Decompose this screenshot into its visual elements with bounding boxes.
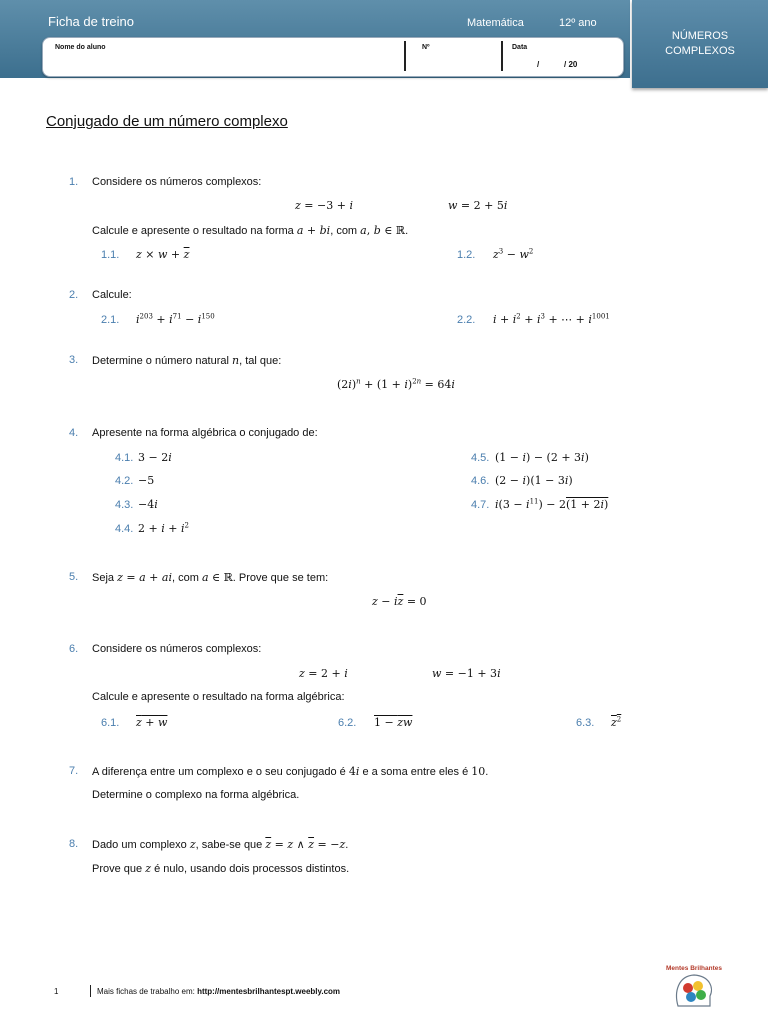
text-part: A diferença entre um complexo e o seu conjugado é (92, 766, 346, 778)
math-expression: $z^3 - w^2$ (493, 247, 534, 261)
text-part: Calcule e apresente o resultado na forma (92, 225, 294, 237)
gear-green (696, 990, 706, 1000)
head-silhouette (677, 975, 712, 1006)
question-number: 6. (69, 643, 79, 655)
math-inline: 10 (471, 765, 486, 778)
date-year: / 20 (564, 60, 578, 69)
math-expression: 1 − zw (374, 716, 413, 729)
subquestion-number: 6.1. (101, 717, 120, 729)
question-text: Considere os números complexos: (92, 176, 262, 188)
math-inline: n (232, 354, 240, 367)
subquestion-number: 6.2. (338, 717, 357, 729)
subject-label: Matemática (467, 17, 524, 29)
topic-line-2: COMPLEXOS (665, 45, 735, 57)
question-text: Apresente na forma algébrica o conjugado de: (92, 427, 318, 439)
math-inline: z = a + ai (117, 571, 172, 584)
text-part: . (345, 839, 349, 851)
page-number: 1 (54, 987, 59, 996)
date-label: Data (512, 44, 528, 51)
question-text: Calcule: (92, 289, 132, 301)
mentes-brilhantes-logo (664, 962, 724, 1012)
number-label: Nº (422, 44, 430, 51)
text-part: , com (330, 225, 358, 237)
text-part: e a soma entre eles é (362, 766, 469, 778)
question-number: 8. (69, 838, 79, 850)
math-inline: $\overline{z} = z$ ∧ $\overline{z} = -z$ (265, 838, 346, 851)
logo-text: Mentes Brilhantes (666, 965, 722, 972)
topic-box (632, 0, 768, 88)
form-divider (501, 41, 503, 71)
math-expression: $i^{203} + i^{71} - i^{150}$ (136, 312, 215, 326)
math-expression: $i(3 - i^{11}) - 2(1 + 2i)$ (495, 497, 609, 511)
math-expression: (1 − i) − (2 + 3i) (495, 451, 589, 464)
math-expression: $2 + i + i^2$ (138, 521, 189, 535)
math-expression: z = −3 + i (295, 199, 353, 212)
question-text (92, 571, 328, 584)
math-expression: 3 − 2i (138, 451, 172, 464)
math-expression: −4i (138, 498, 158, 511)
question-text (92, 224, 408, 237)
question-text (92, 838, 348, 851)
question-text (92, 765, 488, 778)
math-inline: z (145, 862, 152, 875)
math-expression: −5 (138, 474, 155, 487)
text-part: Prove que (92, 863, 143, 875)
text-part: Determine o número natural (92, 355, 229, 367)
gear-yellow (693, 981, 703, 991)
footer-divider (90, 985, 91, 997)
math-expression: $z - i\overline{z} = 0$ (372, 595, 427, 608)
question-number: 1. (69, 176, 79, 188)
text-part: , tal que: (239, 355, 282, 367)
student-form (42, 37, 624, 77)
subquestion-number: 2.2. (457, 314, 476, 326)
gear-blue (686, 992, 696, 1002)
text-part: é nulo, usando dois processos distintos. (154, 863, 350, 875)
text-part: . Prove que se tem: (232, 572, 329, 584)
math-expression: w = −1 + 3i (432, 667, 501, 680)
section-title: Conjugado de um número complexo (46, 113, 288, 130)
name-label: Nome do aluno (55, 44, 106, 51)
question-text (92, 862, 349, 875)
topic-line-1: NÚMEROS (671, 30, 729, 42)
subquestion-number: 1.2. (457, 249, 476, 261)
math-inline: a ∈ ℝ (201, 571, 233, 584)
subquestion-number: 1.1. (101, 249, 120, 261)
subquestion-number: 4.3. (115, 499, 134, 511)
question-number: 2. (69, 289, 79, 301)
subquestion-number: 2.1. (101, 314, 120, 326)
math-expression: (2 − i)(1 − 3i) (495, 474, 573, 487)
text-part: . (485, 766, 489, 778)
footer-label: Mais fichas de trabalho em: (97, 987, 195, 996)
math-expression: $i + i^2 + i^3$ + ⋯ + $i^{1001}$ (493, 312, 610, 326)
math-expression: $(2i)^n + (1 + i)^{2n} = 64i$ (337, 377, 455, 391)
question-text: Calcule e apresente o resultado na forma algébrica: (92, 691, 345, 703)
math-expression: z + w (136, 716, 168, 729)
math-inline: a + bi (296, 224, 331, 237)
text-part: . (405, 225, 409, 237)
year-label: 12º ano (559, 17, 597, 29)
math-expression: $z \times w + \overline{z}$ (136, 248, 190, 261)
question-number: 5. (69, 571, 79, 583)
subquestion-number: 4.6. (471, 475, 490, 487)
worksheet-title: Ficha de treino (48, 14, 134, 29)
question-number: 3. (69, 354, 79, 366)
subquestion-number: 4.1. (115, 452, 134, 464)
question-number: 4. (69, 427, 79, 439)
text-part: Dado um complexo (92, 839, 187, 851)
subquestion-number: 4.7. (471, 499, 490, 511)
form-divider (404, 41, 406, 71)
subquestion-number: 4.2. (115, 475, 134, 487)
subquestion-number: 6.3. (576, 717, 595, 729)
text-part: , com (171, 572, 199, 584)
math-inline: z (189, 838, 196, 851)
text-part: , sabe-se que (195, 839, 263, 851)
math-inline: 4i (348, 765, 360, 778)
math-expression: w = 2 + 5i (448, 199, 508, 212)
subquestion-number: 4.5. (471, 452, 490, 464)
gear-red (683, 983, 693, 993)
question-text (92, 354, 281, 367)
subquestion-number: 4.4. (115, 523, 134, 535)
question-text: Determine o complexo na forma algébrica. (92, 789, 300, 801)
math-expression: $z^2$ (611, 715, 622, 729)
date-slash: / (537, 60, 540, 69)
footer-text (97, 987, 340, 996)
text-part: Seja (92, 572, 115, 584)
math-expression: z = 2 + i (299, 667, 348, 680)
question-text: Considere os números complexos: (92, 643, 262, 655)
question-number: 7. (69, 765, 79, 777)
math-inline: a, b ∈ ℝ (360, 224, 406, 237)
footer-link[interactable]: http://mentesbrilhantespt.weebly.com (197, 987, 341, 996)
